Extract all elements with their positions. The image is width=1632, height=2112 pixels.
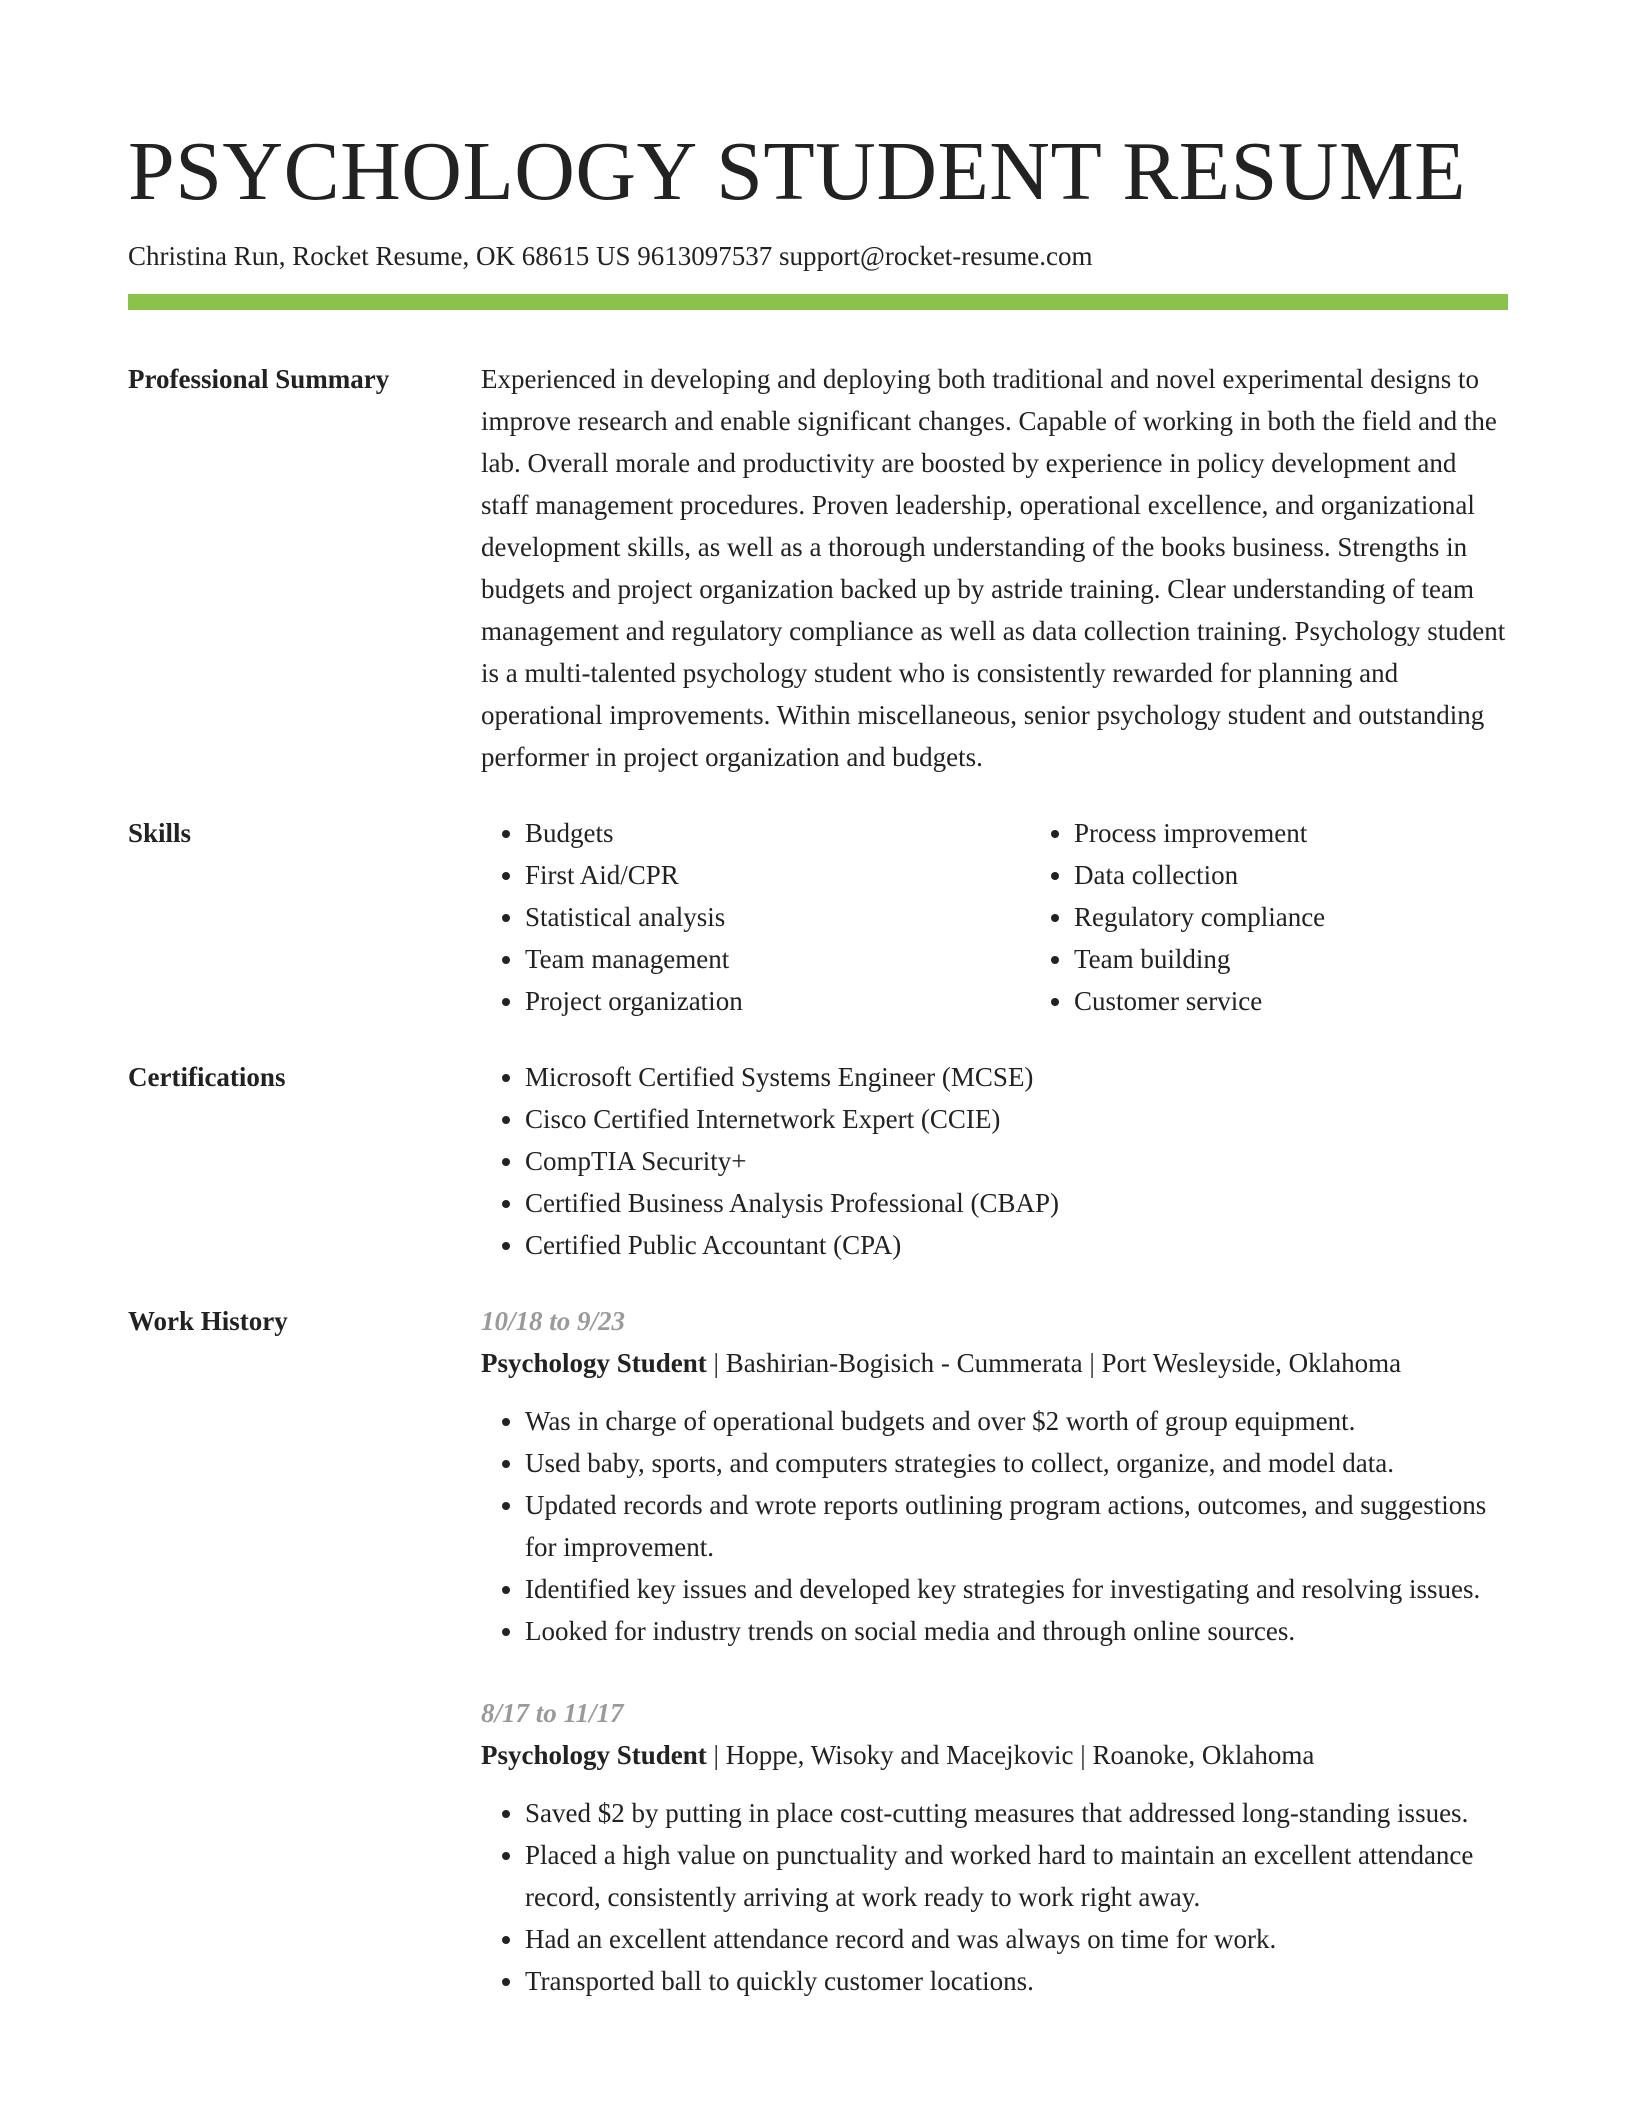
header-divider: [128, 294, 1508, 310]
job-bullet: • Transported ball to quickly customer locations.: [525, 1960, 1508, 2002]
job-bullets: [481, 1400, 1508, 1652]
job-heading: [481, 1734, 1508, 1776]
skills-list-right: [1030, 812, 1579, 1022]
skills-section: [128, 812, 1508, 1022]
certification-item: • Certified Public Accountant (CPA): [525, 1224, 1508, 1266]
job-title: Psychology Student: [481, 1348, 707, 1378]
job-heading: [481, 1342, 1508, 1384]
resume-title: PSYCHOLOGY STUDENT RESUME: [128, 125, 1466, 218]
job-bullets: [481, 1792, 1508, 2002]
job-dates: 10/18 to 9/23: [481, 1306, 626, 1336]
job-bullet: • Saved $2 by putting in place cost-cutting measures that addressed long-standing issues.: [525, 1792, 1508, 1834]
skill-item: • Process improvement: [1074, 812, 1579, 854]
job-bullet: • Placed a high value on punctuality and worked hard to maintain an excellent attendance record, consistently arriving at work ready to work right away.: [525, 1834, 1508, 1918]
job-entry: [481, 1692, 1508, 2002]
certification-item: • Certified Business Analysis Professional (CBAP): [525, 1182, 1508, 1224]
job-dates: 8/17 to 11/17: [481, 1698, 624, 1728]
certifications-list: [481, 1056, 1508, 1266]
certification-item: • Microsoft Certified Systems Engineer (MCSE): [525, 1056, 1508, 1098]
resume-page: [128, 118, 1508, 2042]
contact-line: Christina Run, Rocket Resume, OK 68615 US 9613097537 support@rocket-resume.com: [128, 241, 1093, 271]
job-employer-location: | Bashirian-Bogisich - Cummerata | Port Wesleyside, Oklahoma: [706, 1348, 1402, 1378]
summary-text: Experienced in developing and deploying both traditional and novel experimental designs to improve research and enable significant changes. Capable of working in both the field and the lab. Overall morale and productivity are boosted by experience in policy development and staff management procedures. Proven leadership, operational excellence, and organizational development skills, as well as a thorough understanding of the books business. Strengths in budgets and project organization backed up by astride training. Clear understanding of team management and regulatory compliance as well as data collection training. Psychology student is a multi-talented psychology student who is consistently rewarded for planning and operational improvements. Within miscellaneous, senior psychology student and outstanding performer in project organization and budgets.: [481, 364, 1506, 772]
skill-item: • Regulatory compliance: [1074, 896, 1579, 938]
skill-item: • First Aid/CPR: [525, 854, 1030, 896]
job-entry: [481, 1300, 1508, 1652]
work-history-section: [128, 1300, 1508, 2042]
certification-item: • Cisco Certified Internetwork Expert (CCIE): [525, 1098, 1508, 1140]
certifications-section: [128, 1056, 1508, 1266]
skill-item: • Statistical analysis: [525, 896, 1030, 938]
skill-item: • Project organization: [525, 980, 1030, 1022]
job-bullet: • Had an excellent attendance record and was always on time for work.: [525, 1918, 1508, 1960]
summary-label: Professional Summary: [128, 364, 390, 394]
job-employer-location: | Hoppe, Wisoky and Macejkovic | Roanoke, Oklahoma: [706, 1740, 1315, 1770]
work-history-label: Work History: [128, 1306, 288, 1336]
skill-item: • Team building: [1074, 938, 1579, 980]
skill-item: • Budgets: [525, 812, 1030, 854]
job-bullet: • Updated records and wrote reports outlining program actions, outcomes, and suggestions for improvement.: [525, 1484, 1508, 1568]
job-bullet: • Identified key issues and developed key strategies for investigating and resolving issues.: [525, 1568, 1508, 1610]
skills-list-left: [481, 812, 1030, 1022]
certifications-label: Certifications: [128, 1062, 286, 1092]
skill-item: • Data collection: [1074, 854, 1579, 896]
skill-item: • Team management: [525, 938, 1030, 980]
job-bullet: • Looked for industry trends on social media and through online sources.: [525, 1610, 1508, 1652]
skill-item: • Customer service: [1074, 980, 1579, 1022]
skills-label: Skills: [128, 818, 192, 848]
job-bullet: • Used baby, sports, and computers strategies to collect, organize, and model data.: [525, 1442, 1508, 1484]
certification-item: • CompTIA Security+: [525, 1140, 1508, 1182]
job-bullet: • Was in charge of operational budgets and over $2 worth of group equipment.: [525, 1400, 1508, 1442]
summary-section: [128, 358, 1508, 778]
job-title: Psychology Student: [481, 1740, 707, 1770]
